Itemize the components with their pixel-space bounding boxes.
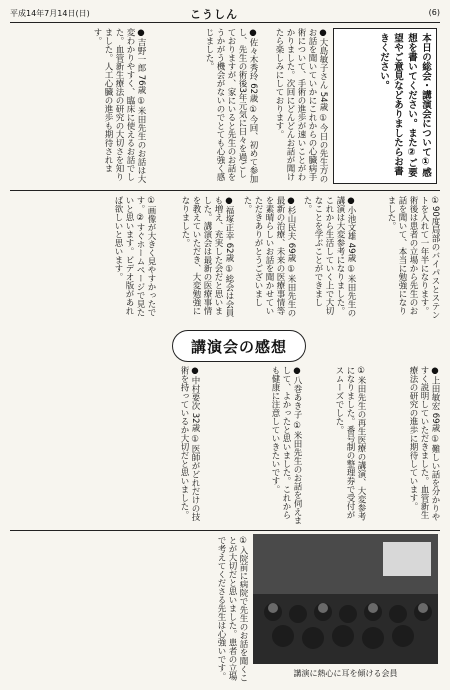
comment-ueda: ●上田敏宏 69歳 ①難しい話を分かりやすく説明していただきました。血管新生療法の研究の進歩に期待しています。	[408, 366, 440, 522]
comment-oshima: ●大島敏子さん 54歳 ①今日の先生方のお話を聞いていかにこれからの心臓病手術について、手術の進歩が速いことがわかりました。次回にどんどんお話が聞けたら楽しみにしております。	[274, 28, 328, 184]
section-divider	[10, 190, 440, 191]
section-banner: 講演会の感想	[172, 330, 306, 362]
comment-nakamura: ●中村要次 32歳 ①医師がどれだけの技術を持っているか大切だと思いました。	[179, 366, 200, 522]
comment-bypass: ①90度局部のバイパスとステントを入れて一年半になります。術後は患者の立場から先生のお話を聞いて、本当に勉強になりました。	[386, 196, 440, 319]
section-divider	[10, 530, 440, 531]
comment-sugiyama: ●杉山民夫 69歳 ①米田先生の最新の治療、未来の医療事情等を素晴らしいお話を聞かせていただきありがとうございました。	[242, 196, 296, 318]
comment-fukuzuka: ●福塚正幸 62歳 ①総会は会員も増え、充実した会だと思いました。講演会は最新の医療事情を教えていただき、大変勉強になりました。	[180, 196, 234, 318]
comment-yamaki: ●八巻あき子 ①米田先生のお話を伺えまして、よかったと思いました。これからも健康に注意していきたいです。	[270, 366, 302, 525]
newsletter-title: こうしん	[190, 8, 238, 21]
issue-date: 平成14年7月14日(日)	[10, 9, 90, 18]
comment-koike: ●小池文雄 49歳 ①米田先生の講演は大変参考になりました。これから生活していく上で大切なことを学ぶことができました。	[302, 196, 356, 318]
page-header	[10, 6, 440, 23]
photo-caption: 講演に熱心に耳を傾ける会員	[293, 669, 398, 678]
comment-yoshino: ●吉野一郎 76歳 ①米田先生のお話は大変わかりやすく、臨床に使えるお話でした。血管新生療法の研究の大切さを知りました。人工心臓の進歩も期待されます。	[92, 28, 146, 184]
comment-yoneda: ①米田先生の再生医療の講演、大変参考になりました。番号制の整理券で受付がスムーズでした。	[334, 366, 366, 521]
comment-sasaki: ●佐々木秀玲 62歳 ①今回、初めて参加し、先生の術後3年元気に日々を過ごしておりますが、家にいると先生のお話をうかがう機会がないのでとても心強く感じました。	[204, 28, 258, 184]
page-number: (6)	[428, 8, 440, 17]
comment-admission: ①入院前に病院で先生のお話を聞くことが大切だと思いました。患者の立場で考えてくださる先生は心強いです。	[216, 536, 248, 682]
comment-video: ①画像が大きく見やすかったです。②すぐホームページで見たいと思います。ビデオ版があれば欲しいと思います。	[113, 196, 156, 317]
audience-photo	[253, 534, 438, 664]
survey-notice: 本日の総会・講演会について①感想を書いてください。また②ご要望やご意見などありましたらお書きください。	[333, 28, 437, 184]
